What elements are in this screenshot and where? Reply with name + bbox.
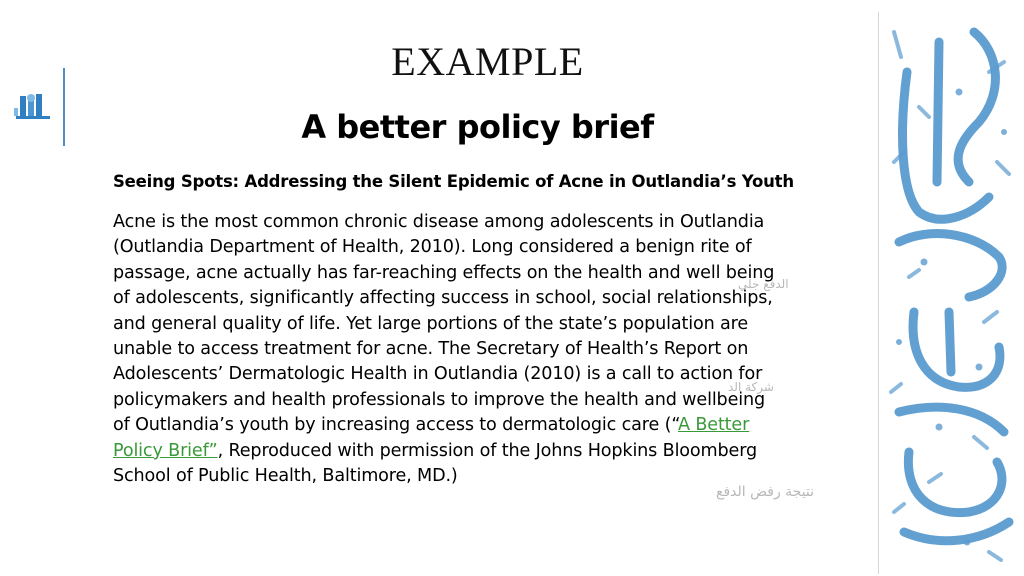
brief-subtitle: Seeing Spots: Addressing the Silent Epidemic of Acne in Outlandia’s Youth bbox=[113, 172, 794, 191]
body-line: Acne is the most common chronic disease among adolescents in Outlandia bbox=[113, 212, 765, 232]
watermark-text: شركة الد bbox=[728, 380, 774, 394]
body-line: Adolescents’ Dermatologic Health in Outlandia (2010) is a call to action for bbox=[113, 364, 763, 385]
body-line: unable to access treatment for acne. The Secretary of Health’s Report on bbox=[113, 339, 749, 360]
body-line: passage, acne actually has far-reaching effects on the health and well being bbox=[113, 262, 775, 283]
body-line: of adolescents, significantly affecting success in school, social relationships, bbox=[113, 288, 773, 309]
body-line: and general quality of life. Yet large portions of the state’s population are bbox=[113, 313, 749, 334]
slide-heading: EXAMPLE bbox=[391, 39, 584, 84]
link-text-part-1[interactable]: A Better bbox=[678, 415, 750, 436]
body-line: policymakers and health professionals to improve the health and wellbeing bbox=[113, 389, 766, 410]
watermark-text: الدفع جلي bbox=[738, 277, 789, 291]
link-text-part-2[interactable]: Policy Brief” bbox=[113, 440, 218, 461]
arabic-calligraphy-art bbox=[878, 12, 1022, 574]
body-line: , Reproduced with permission of the Johns Hopkins Bloomberg bbox=[217, 440, 758, 461]
watermark-text: نتيجة رفض الدفع bbox=[716, 484, 815, 500]
body-line: of Outlandia’s youth by increasing access to dermatologic care (“ bbox=[113, 415, 679, 436]
body-line: School of Public Health, Baltimore, MD.) bbox=[113, 466, 458, 487]
brief-body bbox=[113, 210, 838, 489]
body-line: (Outlandia Department of Health, 2010). Long considered a benign rite of bbox=[113, 237, 752, 258]
brief-title: A better policy brief bbox=[301, 108, 654, 146]
